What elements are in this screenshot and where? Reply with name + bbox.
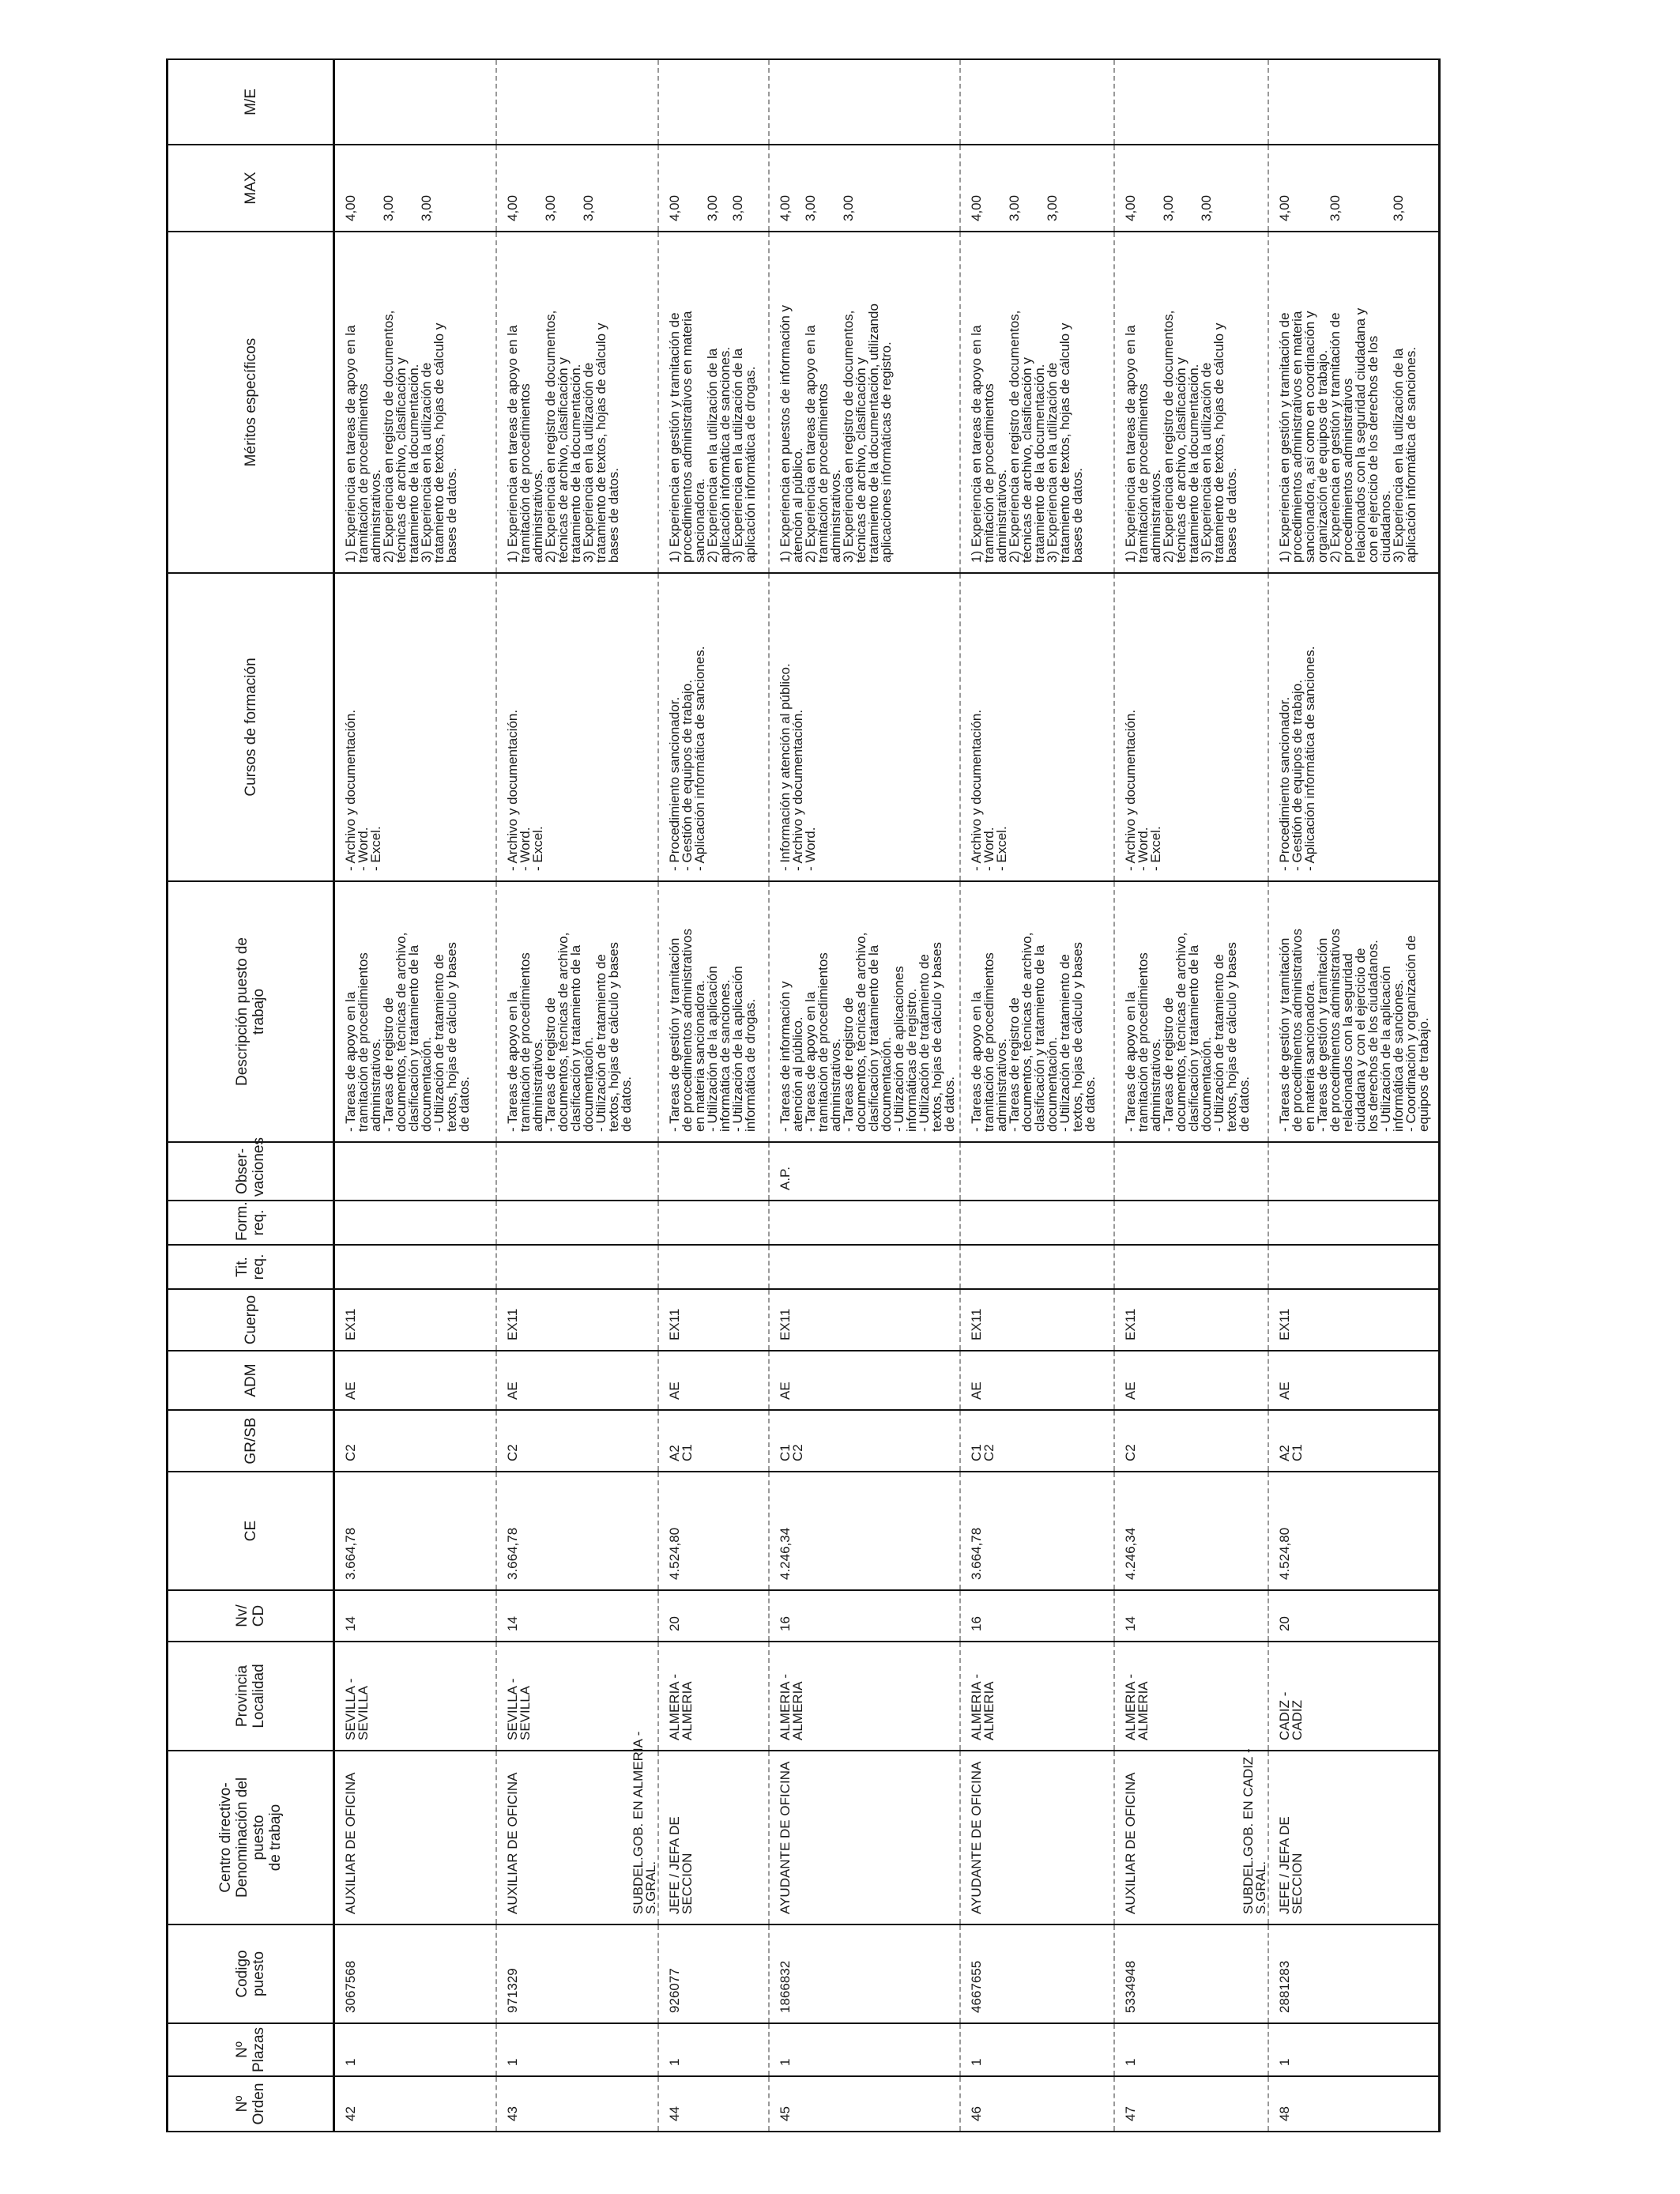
header-row: [168, 59, 334, 2132]
cell-meritos: 1) Experiencia en tareas de apoyo en la tramitación de procedimientos administrativos. 2) Experiencia en registro de documentos, técnicas de archivo, clasificación y tratamiento de la documentación. 3) Experiencia en la utilización de tratamiento de textos, hojas de cálculo y bases de datos.: [334, 232, 496, 573]
cell-ce: 4.524,80: [1268, 1472, 1440, 1590]
max-score-value: 3,00: [1006, 194, 1022, 221]
max-score-value: 4,00: [1276, 194, 1292, 221]
cell-cursos: - Archivo y documentación. - Word. - Excel.: [1114, 573, 1268, 881]
cell-tit: [1268, 1245, 1440, 1289]
cell-form: [1114, 1201, 1268, 1245]
cell-orden: 45: [769, 2076, 960, 2132]
directive-unit-label: SUBDEL.GOB. EN CADIZ - S.GRAL.: [1240, 1748, 1268, 1914]
table-body: [334, 59, 1440, 2132]
cell-meritos: 1) Experiencia en puestos de información y atención al público. 2) Experiencia en tareas de apoyo en la tramitación de procedimientos administrativos. 3) Experiencia en registro de documentos, técnicas de archivo, clasificación y tratamiento de la documentación, utilizando aplicaciones informáticas de registro.: [769, 232, 960, 573]
cell-cursos: - Procedimiento sancionador. - Gestión de equipos de trabajo. - Aplicación informática de sanciones.: [658, 573, 769, 881]
rotated-page: [166, 60, 1587, 2132]
cell-max: [769, 145, 960, 232]
cell-observaciones: [658, 1142, 769, 1201]
position-name: JEFE / JEFA DE SECCION: [1276, 1816, 1305, 1914]
max-score-value: 3,00: [1390, 194, 1406, 221]
cell-tit: [496, 1245, 658, 1289]
col-header-ce: CE: [168, 1472, 334, 1590]
cell-grsb: C1 C2: [769, 1410, 960, 1472]
cell-centro: [1240, 1748, 1440, 1924]
cell-cursos: - Archivo y documentación. - Word. - Excel.: [496, 573, 658, 881]
cell-provincia: ALMERIA - ALMERIA: [769, 1642, 960, 1751]
cell-meritos: 1) Experiencia en tareas de apoyo en la tramitación de procedimientos administrativos. 2) Experiencia en registro de documentos, técnicas de archivo, clasificación y tratamiento de la documentación. 3) Experiencia en la utilización de tratamiento de textos, hojas de cálculo y bases de datos.: [1114, 232, 1268, 573]
cell-descripcion: - Tareas de gestión y tramitación de procedimientos administrativos en materia sancionadora. - Utilización de la aplicación informática de sanciones. - Utilización de la aplicación informática de drogas.: [658, 881, 769, 1142]
table-row: [769, 59, 960, 2132]
table-row: [1268, 59, 1440, 2132]
cell-descripcion: - Tareas de apoyo en la tramitación de procedimientos administrativos. - Tareas de registro de documentos, técnicas de archivo, clasificación y tratamiento de la documentación. - Utilización de tratamiento de textos, hojas de cálculo y bases de datos.: [334, 881, 496, 1142]
col-header-orden: Nº Orden: [168, 2076, 334, 2132]
max-score-value: 3,00: [381, 194, 396, 221]
cell-tit: [334, 1245, 496, 1289]
cell-max: [1114, 145, 1268, 232]
cell-nvcd: 16: [960, 1590, 1114, 1642]
cell-orden: 42: [334, 2076, 496, 2132]
max-score-value: 3,00: [802, 194, 818, 221]
cell-me: [1114, 59, 1268, 145]
col-header-nvcd: Nv/ CD: [168, 1590, 334, 1642]
cell-grsb: C2: [334, 1410, 496, 1472]
cell-plazas: 1: [1268, 2023, 1440, 2076]
col-header-plazas: Nº Plazas: [168, 2023, 334, 2076]
max-score-value: 3,00: [704, 194, 720, 221]
cell-ce: 4.246,34: [1114, 1472, 1268, 1590]
job-positions-table: [166, 58, 1441, 2132]
cell-plazas: 1: [334, 2023, 496, 2076]
cell-meritos: 1) Experiencia en gestión y tramitación de procedimientos administrativos en materia sancionadora, así como en coordinación y organización de equipos de trabajo. 2) Experiencia en gestión y tramitación de procedimientos administrativos relacionados con la seguridad ciudadana y con el ejercicio de los derechos de los ciudadanos. 3) Experiencia en la utilización de la aplicación informática de sanciones.: [1268, 232, 1440, 573]
cell-ce: 3.664,78: [496, 1472, 658, 1590]
cell-orden: 44: [658, 2076, 769, 2132]
col-header-max: MAX: [168, 145, 334, 232]
cell-cuerpo: EX11: [960, 1289, 1114, 1351]
position-name: JEFE / JEFA DE SECCION: [666, 1816, 695, 1914]
cell-me: [1268, 59, 1440, 145]
max-score-value: 4,00: [777, 194, 793, 221]
cell-plazas: 1: [769, 2023, 960, 2076]
cell-meritos: 1) Experiencia en tareas de apoyo en la tramitación de procedimientos administrativos. 2) Experiencia en registro de documentos, técnicas de archivo, clasificación y tratamiento de la documentación. 3) Experiencia en la utilización de tratamiento de textos, hojas de cálculo y bases de datos.: [960, 232, 1114, 573]
cell-meritos: 1) Experiencia en gestión y tramitación de procedimientos administrativos en materia sancionadora. 2) Experiencia en la utilización de la aplicación informática de sanciones. 3) Experiencia en la utilización de la aplicación informática de drogas.: [658, 232, 769, 573]
cell-codigo: 926077: [658, 1924, 769, 2023]
cell-plazas: 1: [658, 2023, 769, 2076]
cell-provincia: SEVILLA - SEVILLA: [334, 1642, 496, 1751]
cell-orden: 47: [1114, 2076, 1268, 2132]
cell-adm: AE: [1268, 1351, 1440, 1410]
cell-nvcd: 20: [1268, 1590, 1440, 1642]
cell-cuerpo: EX11: [1268, 1289, 1440, 1351]
cell-tit: [960, 1245, 1114, 1289]
max-score-value: 3,00: [1044, 194, 1060, 221]
max-score-value: 4,00: [343, 194, 358, 221]
cell-codigo: 4667655: [960, 1924, 1114, 2023]
cell-descripcion: - Tareas de apoyo en la tramitación de procedimientos administrativos. - Tareas de registro de documentos, técnicas de archivo, clasificación y tratamiento de la documentación. - Utilización de tratamiento de textos, hojas de cálculo y bases de datos.: [1114, 881, 1268, 1142]
cell-adm: AE: [658, 1351, 769, 1410]
col-header-meritos: Méritos específicos: [168, 232, 334, 573]
col-header-me: M/E: [168, 59, 334, 145]
cell-cuerpo: EX11: [658, 1289, 769, 1351]
cell-nvcd: 14: [496, 1590, 658, 1642]
cell-tit: [658, 1245, 769, 1289]
cell-me: [769, 59, 960, 145]
col-header-adm: ADM: [168, 1351, 334, 1410]
cell-form: [769, 1201, 960, 1245]
cell-codigo: 1866832: [769, 1924, 960, 2023]
col-header-tit: Tit. req.: [168, 1245, 334, 1289]
directive-unit-label: SUBDEL.GOB. EN ALMERIA - S.GRAL.: [630, 1731, 658, 1914]
max-score-value: 4,00: [666, 194, 682, 221]
cell-centro: AYUDANTE DE OFICINA: [960, 1751, 1114, 1924]
max-score-value: 3,00: [542, 194, 558, 221]
cell-nvcd: 16: [769, 1590, 960, 1642]
cell-codigo: 3067568: [334, 1924, 496, 2023]
cell-max: [1268, 145, 1440, 232]
cell-adm: AE: [960, 1351, 1114, 1410]
max-score-value: 3,00: [729, 194, 745, 221]
max-score-value: 3,00: [419, 194, 434, 221]
col-header-grsb: GR/SB: [168, 1410, 334, 1472]
cell-grsb: A2 C1: [658, 1410, 769, 1472]
cell-codigo: 971329: [496, 1924, 658, 2023]
cell-provincia: ALMERIA - ALMERIA: [658, 1642, 769, 1751]
cell-form: [658, 1201, 769, 1245]
cell-observaciones: [1114, 1142, 1268, 1201]
cell-adm: AE: [1114, 1351, 1268, 1410]
cell-adm: AE: [769, 1351, 960, 1410]
cell-tit: [769, 1245, 960, 1289]
col-header-cursos: Cursos de formación: [168, 573, 334, 881]
table-row: [334, 59, 496, 2132]
max-score-value: 3,00: [1327, 194, 1343, 221]
cell-grsb: C2: [496, 1410, 658, 1472]
max-score-value: 4,00: [1122, 194, 1138, 221]
cell-centro: [630, 1731, 769, 1924]
cell-plazas: 1: [496, 2023, 658, 2076]
max-score-value: 3,00: [1160, 194, 1176, 221]
cell-observaciones: [496, 1142, 658, 1201]
cell-provincia: ALMERIA - ALMERIA: [1114, 1642, 1268, 1751]
col-header-observaciones: Obser- vaciones: [168, 1142, 334, 1201]
cell-codigo: 2881283: [1268, 1924, 1440, 2023]
cell-form: [334, 1201, 496, 1245]
cell-observaciones: [1268, 1142, 1440, 1201]
cell-form: [1268, 1201, 1440, 1245]
cell-ce: 3.664,78: [334, 1472, 496, 1590]
cell-adm: AE: [496, 1351, 658, 1410]
cell-cursos: - Archivo y documentación. - Word. - Excel.: [960, 573, 1114, 881]
cell-provincia: ALMERIA - ALMERIA: [960, 1642, 1114, 1751]
col-header-provincia: Provincia Localidad: [168, 1642, 334, 1751]
cell-grsb: C1 C2: [960, 1410, 1114, 1472]
cell-centro: AUXILIAR DE OFICINA: [334, 1751, 496, 1924]
cell-observaciones: A.P.: [769, 1142, 960, 1201]
cell-centro: AUXILIAR DE OFICINA: [1114, 1751, 1268, 1924]
col-header-descripcion: Descripción puesto de trabajo: [168, 881, 334, 1142]
cell-grsb: A2 C1: [1268, 1410, 1440, 1472]
cell-form: [960, 1201, 1114, 1245]
cell-descripcion: - Tareas de información y atención al público. - Tareas de apoyo en la tramitación de procedimientos administrativos. - Tareas de registro de documentos, técnicas de archivo, clasificación y tratamiento de la documentación. - Utilización de aplicaciones informáticas de registro. - Utilización de tratamiento de textos, hojas de cálculo y bases de datos.: [769, 881, 960, 1142]
col-header-cuerpo: Cuerpo: [168, 1289, 334, 1351]
table-row: [658, 59, 769, 2132]
max-score-value: 3,00: [840, 194, 856, 221]
col-header-codigo: Codigo puesto: [168, 1924, 334, 2023]
cell-cuerpo: EX11: [769, 1289, 960, 1351]
cell-nvcd: 20: [658, 1590, 769, 1642]
cell-max: [496, 145, 658, 232]
cell-descripcion: - Tareas de gestión y tramitación de procedimientos administrativos en materia sancionadora. - Tareas de gestión y tramitación de procedimientos administrativos relacionados con la seguridad ciudadana y con el ejercicio de los derechos de los ciudadanos. - Utilización de la aplicación informática de sanciones. - Coordinación y organización de equipos de trabajo.: [1268, 881, 1440, 1142]
cell-nvcd: 14: [334, 1590, 496, 1642]
cell-tit: [1114, 1245, 1268, 1289]
cell-me: [658, 59, 769, 145]
cell-meritos: 1) Experiencia en tareas de apoyo en la tramitación de procedimientos administrativos. 2) Experiencia en registro de documentos, técnicas de archivo, clasificación y tratamiento de la documentación. 3) Experiencia en la utilización de tratamiento de textos, hojas de cálculo y bases de datos.: [496, 232, 658, 573]
cell-cursos: - Información y atención al público. - Archivo y documentación. - Word.: [769, 573, 960, 881]
cell-ce: 3.664,78: [960, 1472, 1114, 1590]
max-score-value: 4,00: [968, 194, 984, 221]
cell-orden: 46: [960, 2076, 1114, 2132]
cell-cuerpo: EX11: [496, 1289, 658, 1351]
cell-cursos: - Archivo y documentación. - Word. - Excel.: [334, 573, 496, 881]
cell-centro: AUXILIAR DE OFICINA: [496, 1751, 658, 1924]
cell-max: [658, 145, 769, 232]
cell-ce: 4.524,80: [658, 1472, 769, 1590]
cell-me: [496, 59, 658, 145]
cell-codigo: 5334948: [1114, 1924, 1268, 2023]
cell-adm: AE: [334, 1351, 496, 1410]
cell-descripcion: - Tareas de apoyo en la tramitación de procedimientos administrativos. - Tareas de registro de documentos, técnicas de archivo, clasificación y tratamiento de la documentación. - Utilización de tratamiento de textos, hojas de cálculo y bases de datos.: [960, 881, 1114, 1142]
cell-me: [334, 59, 496, 145]
cell-me: [960, 59, 1114, 145]
cell-centro: AYUDANTE DE OFICINA: [769, 1751, 960, 1924]
cell-observaciones: [334, 1142, 496, 1201]
cell-provincia: CADIZ - CADIZ: [1268, 1642, 1440, 1751]
col-header-form: Form. req.: [168, 1201, 334, 1245]
max-score-value: 4,00: [504, 194, 520, 221]
cell-nvcd: 14: [1114, 1590, 1268, 1642]
cell-orden: 43: [496, 2076, 658, 2132]
cell-descripcion: - Tareas de apoyo en la tramitación de procedimientos administrativos. - Tareas de registro de documentos, técnicas de archivo, clasificación y tratamiento de la documentación. - Utilización de tratamiento de textos, hojas de cálculo y bases de datos.: [496, 881, 658, 1142]
cell-form: [496, 1201, 658, 1245]
cell-cuerpo: EX11: [1114, 1289, 1268, 1351]
cell-plazas: 1: [1114, 2023, 1268, 2076]
cell-orden: 48: [1268, 2076, 1440, 2132]
cell-grsb: C2: [1114, 1410, 1268, 1472]
cell-cuerpo: EX11: [334, 1289, 496, 1351]
cell-observaciones: [960, 1142, 1114, 1201]
cell-cursos: - Procedimiento sancionador. - Gestión de equipos de trabajo. - Aplicación informática de sanciones.: [1268, 573, 1440, 881]
max-score-value: 3,00: [1198, 194, 1214, 221]
cell-plazas: 1: [960, 2023, 1114, 2076]
cell-provincia: SEVILLA - SEVILLA: [496, 1642, 658, 1751]
col-header-centro: Centro directivo- Denominación del puesto de trabajo: [168, 1751, 334, 1924]
cell-ce: 4.246,34: [769, 1472, 960, 1590]
cell-max: [334, 145, 496, 232]
max-score-value: 3,00: [580, 194, 596, 221]
cell-max: [960, 145, 1114, 232]
table-row: [960, 59, 1114, 2132]
